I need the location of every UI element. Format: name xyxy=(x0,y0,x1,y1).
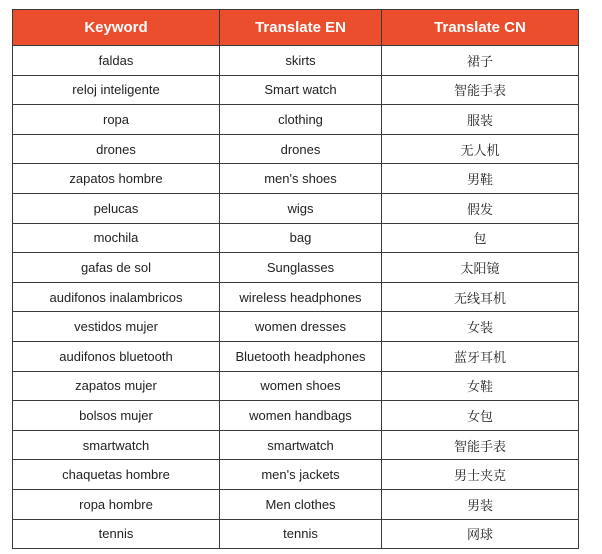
translate-en-cell: men's shoes xyxy=(220,164,382,194)
table-row xyxy=(13,75,579,105)
translate-cn-cell: 男士夹克 xyxy=(382,460,579,490)
translate-en-cell: bag xyxy=(220,223,382,253)
translate-cn-cell: 蓝牙耳机 xyxy=(382,341,579,371)
translate-cn-cell: 男鞋 xyxy=(382,164,579,194)
translate-cn-cell: 女鞋 xyxy=(382,371,579,401)
table-row xyxy=(13,105,579,135)
keyword-cell: drones xyxy=(13,134,220,164)
translate-cn-cell: 无线耳机 xyxy=(382,282,579,312)
keyword-cell: smartwatch xyxy=(13,430,220,460)
translate-en-cell: Smart watch xyxy=(220,75,382,105)
keyword-translation-table-wrapper xyxy=(12,9,578,549)
translate-cn-cell: 智能手表 xyxy=(382,75,579,105)
translate-en-cell: men's jackets xyxy=(220,460,382,490)
translate-en-cell: Sunglasses xyxy=(220,253,382,283)
table-row xyxy=(13,312,579,342)
table-row xyxy=(13,253,579,283)
translate-en-cell: women shoes xyxy=(220,371,382,401)
table-header-row xyxy=(13,10,579,46)
header-translate-en: Translate EN xyxy=(220,10,382,46)
table-row xyxy=(13,282,579,312)
translate-en-cell: drones xyxy=(220,134,382,164)
table-row xyxy=(13,519,579,549)
table-row xyxy=(13,164,579,194)
keyword-cell: zapatos hombre xyxy=(13,164,220,194)
translate-cn-cell: 女包 xyxy=(382,401,579,431)
translate-en-cell: women dresses xyxy=(220,312,382,342)
translate-cn-cell: 假发 xyxy=(382,193,579,223)
translate-en-cell: wigs xyxy=(220,193,382,223)
translate-en-cell: women handbags xyxy=(220,401,382,431)
keyword-cell: mochila xyxy=(13,223,220,253)
translate-cn-cell: 无人机 xyxy=(382,134,579,164)
table-row xyxy=(13,341,579,371)
keyword-cell: gafas de sol xyxy=(13,253,220,283)
table-row xyxy=(13,371,579,401)
table-row xyxy=(13,489,579,519)
translate-cn-cell: 智能手表 xyxy=(382,430,579,460)
keyword-cell: ropa xyxy=(13,105,220,135)
translate-cn-cell: 服装 xyxy=(382,105,579,135)
keyword-cell: zapatos mujer xyxy=(13,371,220,401)
table-row xyxy=(13,193,579,223)
keyword-cell: ropa hombre xyxy=(13,489,220,519)
header-translate-cn: Translate CN xyxy=(382,10,579,46)
table-row xyxy=(13,223,579,253)
translate-en-cell: Men clothes xyxy=(220,489,382,519)
keyword-cell: faldas xyxy=(13,46,220,76)
keyword-cell: pelucas xyxy=(13,193,220,223)
table-body xyxy=(13,46,579,549)
translate-cn-cell: 女装 xyxy=(382,312,579,342)
keyword-cell: bolsos mujer xyxy=(13,401,220,431)
translate-en-cell: smartwatch xyxy=(220,430,382,460)
table-row xyxy=(13,460,579,490)
table-row xyxy=(13,401,579,431)
table-row xyxy=(13,430,579,460)
keyword-translation-table xyxy=(12,9,579,549)
keyword-cell: vestidos mujer xyxy=(13,312,220,342)
translate-en-cell: wireless headphones xyxy=(220,282,382,312)
translate-en-cell: clothing xyxy=(220,105,382,135)
header-keyword: Keyword xyxy=(13,10,220,46)
translate-en-cell: Bluetooth headphones xyxy=(220,341,382,371)
table-row xyxy=(13,134,579,164)
keyword-cell: audifonos inalambricos xyxy=(13,282,220,312)
table-row xyxy=(13,46,579,76)
keyword-cell: chaquetas hombre xyxy=(13,460,220,490)
translate-en-cell: skirts xyxy=(220,46,382,76)
translate-cn-cell: 男装 xyxy=(382,489,579,519)
keyword-cell: audifonos bluetooth xyxy=(13,341,220,371)
translate-cn-cell: 裙子 xyxy=(382,46,579,76)
translate-cn-cell: 太阳镜 xyxy=(382,253,579,283)
translate-cn-cell: 包 xyxy=(382,223,579,253)
keyword-cell: reloj inteligente xyxy=(13,75,220,105)
translate-en-cell: tennis xyxy=(220,519,382,549)
keyword-cell: tennis xyxy=(13,519,220,549)
translate-cn-cell: 网球 xyxy=(382,519,579,549)
